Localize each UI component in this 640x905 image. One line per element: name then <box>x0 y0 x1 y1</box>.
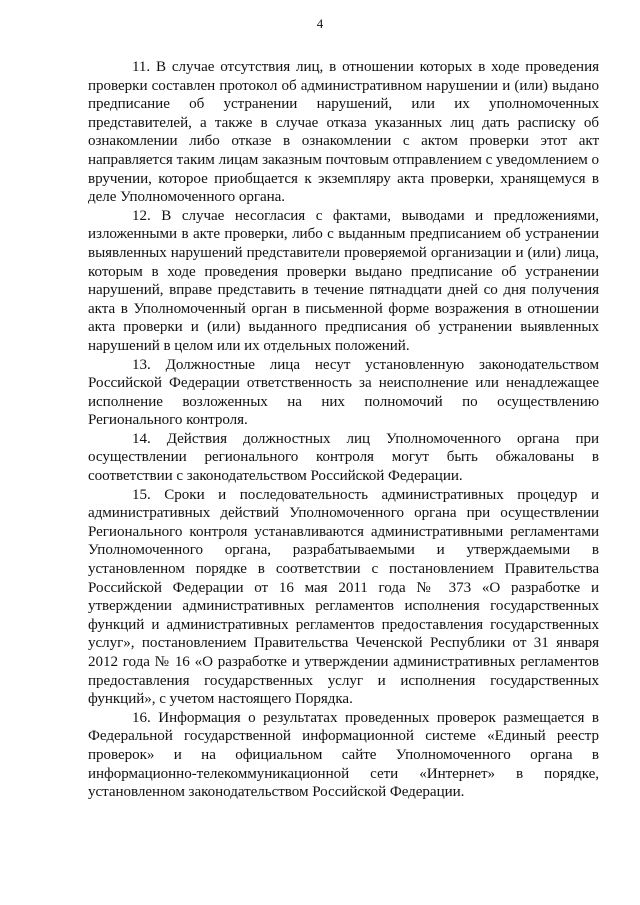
document-body <box>88 58 599 802</box>
paragraph-16: 16. Информация о результатах проведенных проверок размещается в Федеральной государственной информационной системе «Единый реестр проверок» и на официальном сайте Уполномоченного органа в информационно-телекоммуникационной сети «Интернет» в порядке, установленном законодательством Российской Федерации. <box>88 709 599 801</box>
paragraph-14: 14. Действия должностных лиц Уполномоченного органа при осуществлении регионального контроля могут быть обжалованы в соответствии с законодательством Российской Федерации. <box>88 430 599 485</box>
paragraph-11: 11. В случае отсутствия лиц, в отношении которых в ходе проведения проверки составлен протокол об административном нарушении и (или) выдано предписание об устранении нарушений, или их уполномоченных представителей, а также в случае отказа указанных лиц дать расписку об ознакомлении либо отказе в ознакомлении с актом проверки этот акт направляется таким лицам заказным почтовым отправлением с уведомлением о вручении, которое приобщается к экземпляру акта проверки, хранящемуся в деле Уполномоченного органа. <box>88 59 599 206</box>
paragraph-13: 13. Должностные лица несут установленную законодательством Российской Федерации ответственность за неисполнение или ненадлежащее исполнение возложенных на них полномочий по осуществлению Регионального контроля. <box>88 356 599 429</box>
page-number: 4 <box>316 16 324 31</box>
paragraph-12: 12. В случае несогласия с фактами, выводами и предложениями, изложенными в акте проверки, либо с выданным предписанием об устранении выявленных нарушений представители проверяемой организации и (или) лица, которым в ходе проведения проверки выдано предписание об устранении нарушений, вправе представить в течение пятнадцати дней со дня получения акта в Уполномоченный орган в письменной форме возражения в отношении акта проверки и (или) выданного предписания об устранении выявленных нарушений в целом или их отдельных положений. <box>88 207 599 354</box>
paragraph-15: 15. Сроки и последовательность административных процедур и административных действий Уполномоченного органа при осуществлении Регионального контроля устанавливаются административными регламентами Уполномоченного органа, разрабатываемыми и утверждаемыми в установленном порядке в соответствии с постановлением Правительства Российской Федерации от 16 мая 2011 года № 373 «О разработке и утверждении административных регламентов исполнения государственных функций и административных регламентов предоставления государственных услуг», постановлением Правительства Чеченской Республики от 31 января 2012 года № 16 «О разработке и утверждении административных регламентов предоставления государственных услуг и исполнения государственных функций», с учетом настоящего Порядка. <box>88 486 599 708</box>
